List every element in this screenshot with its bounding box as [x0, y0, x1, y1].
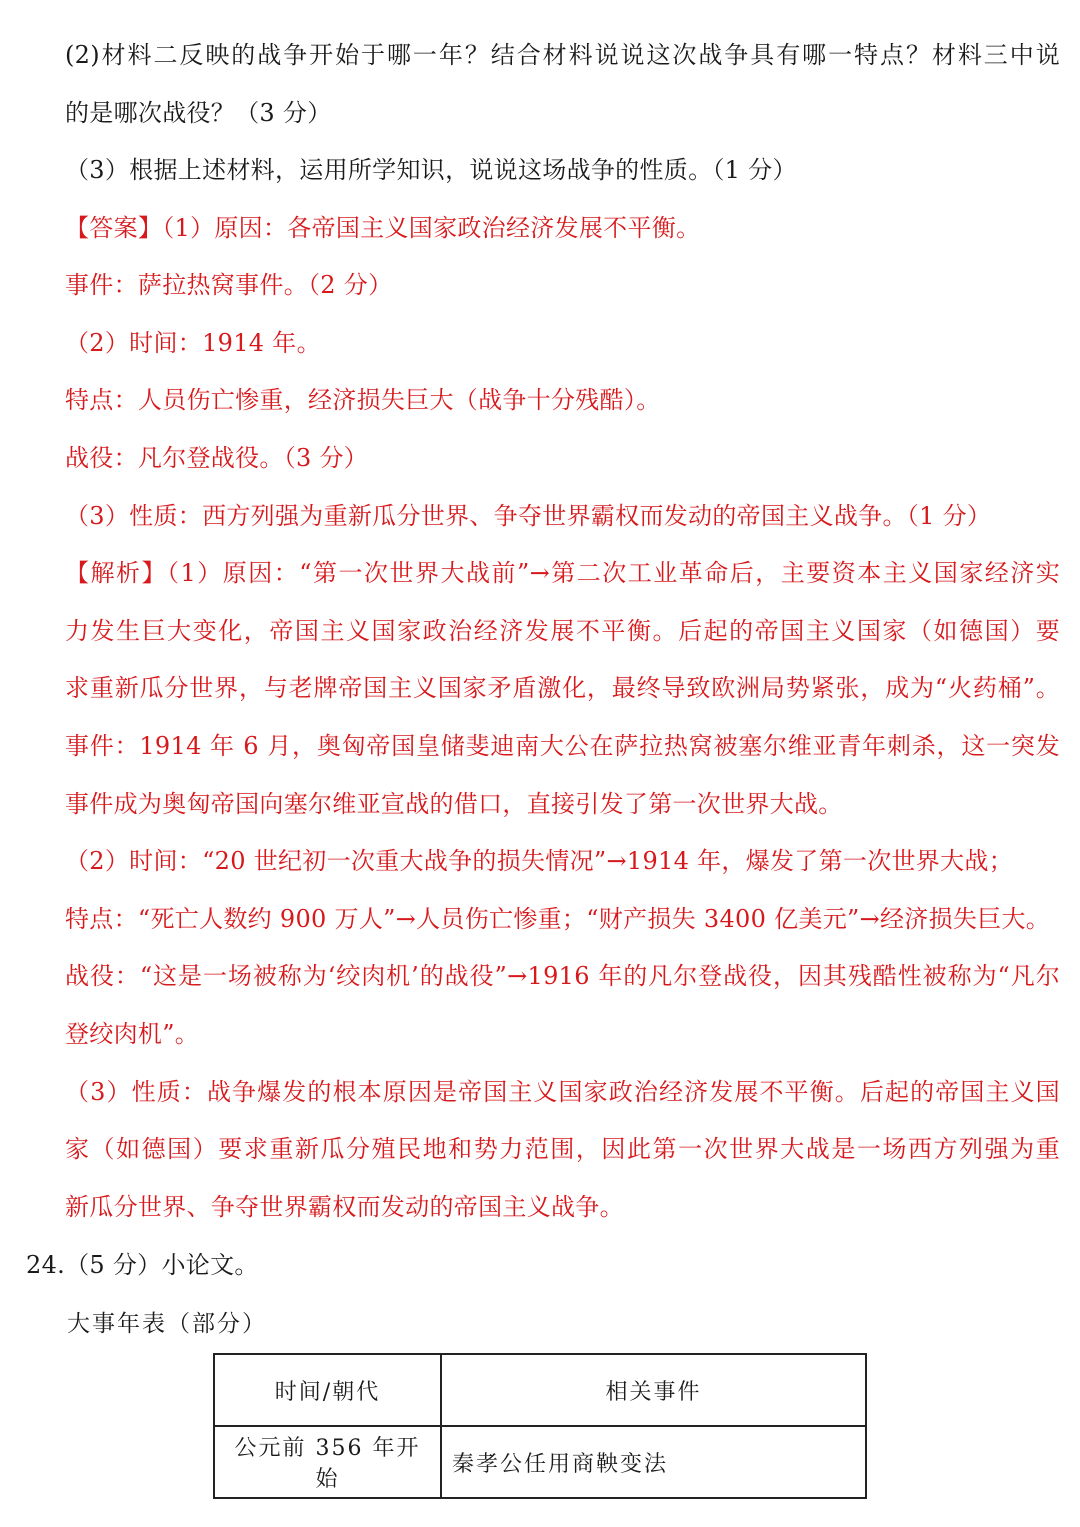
table-title: 大事年表（部分） [67, 1311, 267, 1337]
table-header-cell: 时间/朝代 [214, 1354, 441, 1426]
question-2-line-2: 的是哪次战役？（3 分） [65, 99, 332, 127]
answer-line: （2）时间：1914 年。 [65, 329, 321, 357]
events-table [213, 1353, 867, 1499]
analysis-line: 登绞肉机”。 [65, 1020, 200, 1048]
table-row [214, 1426, 866, 1498]
analysis-line: 新瓜分世界、争夺世界霸权而发动的帝国主义战争。 [65, 1193, 624, 1221]
analysis-line: 家（如德国）要求重新瓜分殖民地和势力范围，因此第一次世界大战是一场西方列强为重 [65, 1135, 1060, 1163]
answer-line: 【答案】（1）原因：各帝国主义国家政治经济发展不平衡。 [65, 214, 701, 242]
question-3: （3）根据上述材料，运用所学知识，说说这场战争的性质。（1 分） [65, 156, 797, 184]
analysis-line: 战役：“这是一场被称为‘绞肉机’的战役”→1916 年的凡尔登战役，因其残酷性被称为“凡尔 [65, 962, 1060, 990]
question-2-line-1: (2)材料二反映的战争开始于哪一年？结合材料说说这次战争具有哪一特点？材料三中说 [65, 41, 1060, 69]
analysis-line: 特点：“死亡人数约 900 万人”→人员伤亡惨重；“财产损失 3400 亿美元”→经济损失巨大。 [65, 905, 1051, 933]
analysis-line: 事件：1914 年 6 月，奥匈帝国皇储斐迪南大公在萨拉热窝被塞尔维亚青年刺杀，这一突发 [65, 732, 1060, 760]
table-header-cell: 相关事件 [441, 1354, 866, 1426]
table-header-row [214, 1354, 866, 1426]
answer-line: 特点：人员伤亡惨重，经济损失巨大（战争十分残酷）。 [65, 386, 661, 414]
analysis-line: 求重新瓜分世界，与老牌帝国主义国家矛盾激化，最终导致欧洲局势紧张，成为“火药桶”。 [65, 674, 1060, 702]
analysis-line: 【解析】（1）原因：“第一次世界大战前”→第二次工业革命后，主要资本主义国家经济实 [65, 559, 1060, 587]
question-24: 24.（5 分）小论文。 [26, 1251, 259, 1279]
analysis-line: 事件成为奥匈帝国向塞尔维亚宣战的借口，直接引发了第一次世界大战。 [65, 790, 843, 818]
answer-line: （3）性质：西方列强为重新瓜分世界、争夺世界霸权而发动的帝国主义战争。（1 分） [65, 502, 992, 530]
answer-line: 战役：凡尔登战役。（3 分） [65, 444, 369, 472]
table-cell: 秦孝公任用商鞅变法 [441, 1426, 866, 1498]
analysis-line: （3）性质：战争爆发的根本原因是帝国主义国家政治经济发展不平衡。后起的帝国主义国 [65, 1078, 1060, 1106]
table-cell: 公元前 356 年开始 [214, 1426, 441, 1498]
analysis-line: （2）时间：“20 世纪初一次重大战争的损失情况”→1914 年，爆发了第一次世界大战； [65, 847, 1013, 875]
analysis-line: 力发生巨大变化，帝国主义国家政治经济发展不平衡。后起的帝国主义国家（如德国）要 [65, 617, 1060, 645]
answer-line: 事件：萨拉热窝事件。（2 分） [65, 271, 393, 299]
